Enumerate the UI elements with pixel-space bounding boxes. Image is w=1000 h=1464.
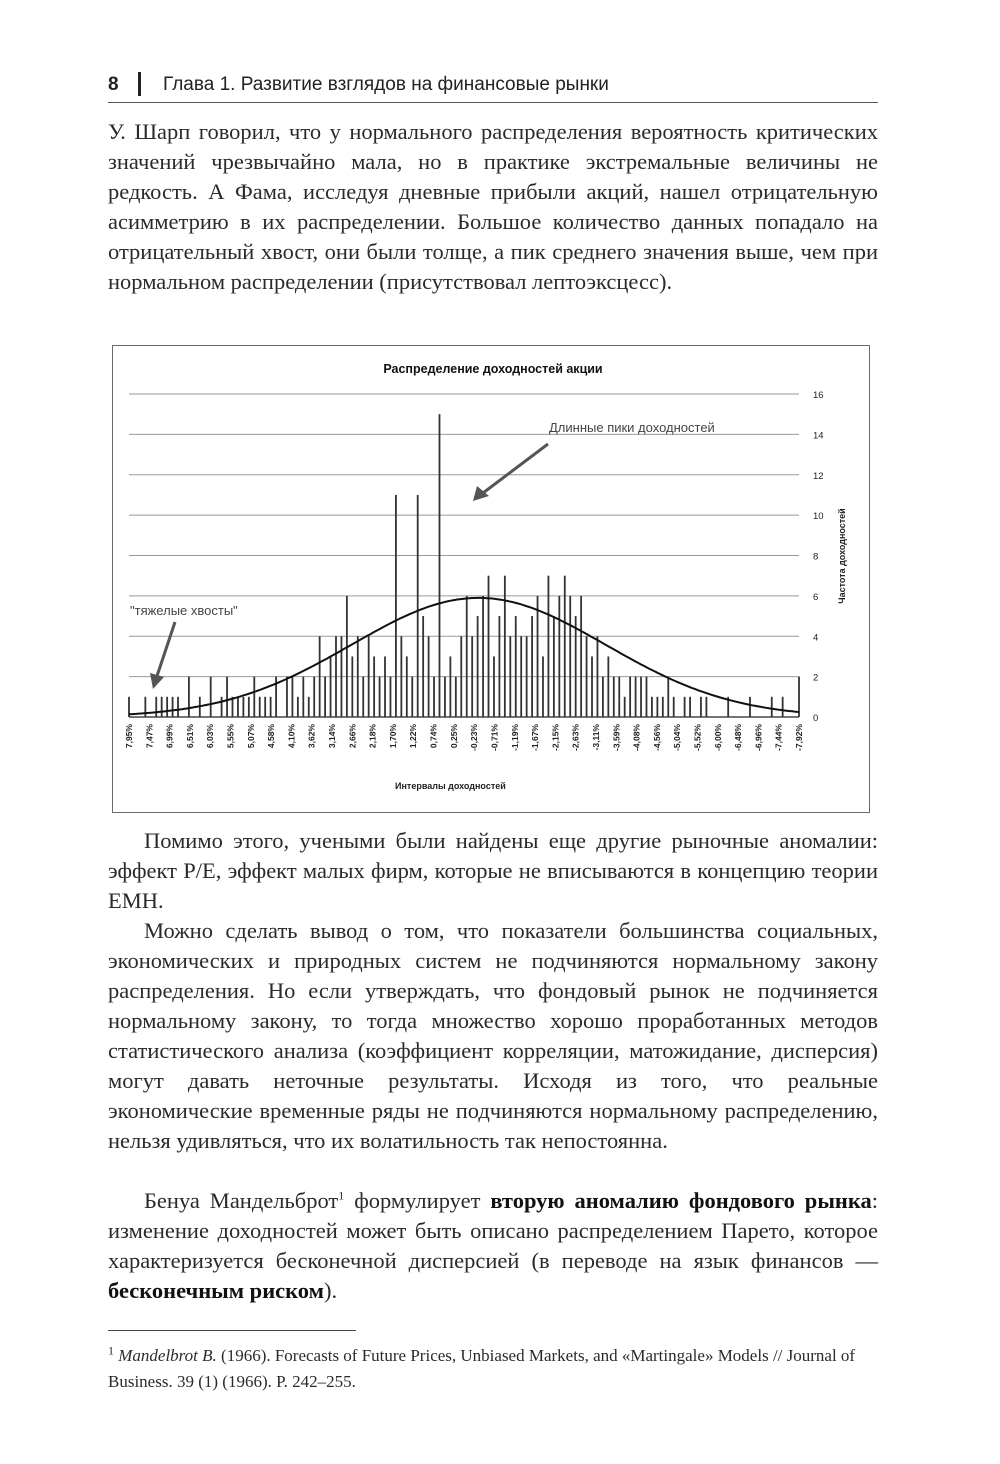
paragraph-4 <box>108 1186 878 1306</box>
bar <box>488 576 490 717</box>
bar <box>324 677 326 717</box>
x-axis-label: Интервалы доходностей <box>395 781 506 791</box>
paragraph-4-part-c: : изменение доходностей может быть описано распределением Парето, которое характеризуется бесконечной дисперсией (в переводе на язык финансов — <box>108 1188 878 1273</box>
y-axis-label: Частота доходностей <box>837 508 847 604</box>
bar <box>689 697 691 717</box>
x-tick-label: -6,00% <box>712 724 723 751</box>
x-tick-label: 1,22% <box>408 724 419 749</box>
bar <box>319 636 321 717</box>
bar <box>248 697 250 717</box>
bars <box>128 414 800 717</box>
bar <box>651 697 653 717</box>
bar <box>635 677 637 717</box>
bar <box>618 677 620 717</box>
bar <box>646 677 648 717</box>
bar <box>221 697 223 717</box>
x-tick-label: -4,08% <box>631 724 642 751</box>
paragraph-4-part-d: ). <box>323 1278 338 1303</box>
bar <box>406 656 408 717</box>
paragraph-1: У. Шарп говорил, что у нормального распределения вероятность критических значений чрезвычайно мала, но в практике экстремальные величины не редкость. А Фама, исследуя дневные прибыли акций, нашел отрицательную асимметрию в их распределении. Большое количество данных попадало на отрицательный хвост, они были толще, а пик среднего значения выше, чем при нормальном распределении (присутствовал лептоэксцесс). <box>108 119 878 294</box>
x-tick-label: -0,23% <box>469 724 480 751</box>
paragraph-4-part-a: Бенуа Мандельброт <box>144 1188 339 1213</box>
x-tick-label: -3,59% <box>611 724 622 751</box>
paragraph-4-bold-1: вторую аномалию фондового рынка <box>490 1188 872 1213</box>
bar <box>558 596 560 717</box>
y-tick-label: 16 <box>813 390 824 401</box>
bar <box>286 677 288 717</box>
bar <box>302 677 304 717</box>
bar <box>640 677 642 717</box>
x-tick-label: 4,58% <box>266 724 277 749</box>
x-tick-label: -1,19% <box>509 724 520 751</box>
bar <box>330 656 332 717</box>
bar <box>509 636 511 717</box>
x-tick-label: 1,70% <box>387 724 398 749</box>
bar <box>542 656 544 717</box>
bar <box>390 677 392 717</box>
bar <box>493 656 495 717</box>
x-tick-label: -0,71% <box>489 724 500 751</box>
bar <box>439 414 441 717</box>
bar <box>155 697 157 717</box>
x-tick-label: 3,14% <box>327 724 338 749</box>
bar <box>444 677 446 717</box>
bar <box>531 616 533 717</box>
x-tick-label: 4,10% <box>286 724 297 749</box>
bar <box>629 677 631 717</box>
page-number: 8 <box>108 74 119 95</box>
bar <box>379 677 381 717</box>
arrow-long-peaks-shaft <box>483 444 548 493</box>
bar <box>705 697 707 717</box>
bar <box>564 576 566 717</box>
bar <box>782 697 784 717</box>
chart-title: Распределение доходностей акции <box>383 362 603 376</box>
footnote-divider <box>108 1330 356 1331</box>
x-tick-label: 0,25% <box>448 724 459 749</box>
bar <box>297 697 299 717</box>
bar <box>172 697 174 717</box>
y-axis-ticks <box>813 390 824 724</box>
bar <box>477 616 479 717</box>
chart-svg <box>113 346 869 812</box>
bar <box>411 677 413 717</box>
x-tick-label: -7,92% <box>794 724 804 751</box>
bar <box>684 697 686 717</box>
bar <box>368 636 370 717</box>
annotation-long-peaks: Длинные пики доходностей <box>549 420 715 435</box>
bar <box>548 576 550 717</box>
paragraph-4-bold-2: бесконечным риском <box>108 1278 324 1303</box>
x-tick-label: -5,52% <box>692 724 703 751</box>
bar <box>602 677 604 717</box>
paragraph-4-part-b: формулирует <box>344 1188 491 1213</box>
bar <box>449 656 451 717</box>
bar <box>771 697 773 717</box>
bar <box>515 616 517 717</box>
bar <box>537 596 539 717</box>
bar <box>357 636 359 717</box>
bar <box>700 697 702 717</box>
returns-distribution-chart <box>112 345 870 813</box>
bar <box>264 697 266 717</box>
bar <box>607 656 609 717</box>
bar <box>400 636 402 717</box>
x-tick-label: 7,47% <box>144 724 155 749</box>
bar <box>270 697 272 717</box>
bar <box>351 656 353 717</box>
bar <box>428 636 430 717</box>
bar <box>526 636 528 717</box>
x-tick-label: 6,51% <box>184 724 195 749</box>
bar <box>673 697 675 717</box>
footnote-text: (1966). Forecasts of Future Prices, Unbiased Markets, and «Martingale» Models // Journal of Business. 39 (1) (1966). P. 242–255. <box>108 1346 856 1391</box>
bar <box>662 697 664 717</box>
paragraph-2: Помимо этого, учеными были найдены еще другие рыночные аномалии: эффект P/E, эффект малых фирм, которые не вписываются в концепцию теории EMH. <box>108 828 878 913</box>
bar <box>226 677 228 717</box>
bar <box>591 656 593 717</box>
footnote-ref[interactable]: 1 <box>338 1188 345 1203</box>
bar <box>253 677 255 717</box>
x-tick-label: -5,04% <box>672 724 683 751</box>
bar <box>667 677 669 717</box>
paragraph-3: Можно сделать вывод о том, что показатели большинства социальных, экономических и природных систем не подчиняются нормальному закону распределения. Но если утверждать, что фондовый рынок не подчиняется нормальному закону, то тогда множество хорошо проработанных методов статистического анализа (коэффициент корреляции, матожидание, дисперсия) могут давать неточные результаты. Исходя из того, что реальные экономические временные ряды не подчиняются нормальному распределению, нельзя удивляться, что их волатильность так непостоянна. <box>108 918 878 1153</box>
x-tick-label: 0,74% <box>428 724 439 749</box>
x-tick-label: -1,67% <box>530 724 541 751</box>
bar <box>575 616 577 717</box>
footnote <box>108 1343 878 1395</box>
bar <box>597 636 599 717</box>
bar <box>346 596 348 717</box>
x-tick-label: 6,99% <box>164 724 175 749</box>
bar <box>504 576 506 717</box>
arrow-heavy-tails-shaft <box>157 622 175 676</box>
x-tick-label: -4,56% <box>651 724 662 751</box>
bar <box>580 596 582 717</box>
x-tick-label: -2,63% <box>570 724 581 751</box>
x-tick-label: 3,62% <box>306 724 317 749</box>
arrow-long-peaks-head <box>473 486 489 501</box>
bar <box>656 697 658 717</box>
bar <box>520 636 522 717</box>
arrow-heavy-tails-head <box>150 673 164 689</box>
x-tick-label: -7,44% <box>773 724 784 751</box>
bar <box>395 495 397 717</box>
x-tick-label: -2,15% <box>550 724 561 751</box>
footnote-mark: 1 <box>108 1343 114 1358</box>
bar <box>161 697 163 717</box>
bar <box>433 677 435 717</box>
bar <box>460 636 462 717</box>
bar <box>499 616 501 717</box>
bar <box>341 636 343 717</box>
x-tick-label: -6,96% <box>753 724 764 751</box>
y-tick-label: 8 <box>813 551 819 563</box>
bar <box>471 636 473 717</box>
bar <box>308 697 310 717</box>
bar <box>210 677 212 717</box>
bar <box>292 677 294 717</box>
bar <box>586 636 588 717</box>
bar <box>553 616 555 717</box>
bar <box>373 656 375 717</box>
x-tick-label: 6,03% <box>205 724 216 749</box>
running-header <box>108 72 878 103</box>
annotation-heavy-tails: "тяжелые хвосты" <box>130 603 238 618</box>
x-tick-label: 5,07% <box>245 724 256 749</box>
y-tick-label: 6 <box>813 591 819 603</box>
bar <box>749 697 751 717</box>
bar <box>417 495 419 717</box>
bar <box>455 677 457 717</box>
y-tick-label: 12 <box>813 470 824 482</box>
x-tick-label: 2,18% <box>367 724 378 749</box>
bar <box>237 697 239 717</box>
bar <box>259 697 261 717</box>
bar <box>362 677 364 717</box>
footnote-author: Mandelbrot B. <box>118 1346 217 1365</box>
y-tick-label: 0 <box>813 713 819 724</box>
bar <box>384 656 386 717</box>
x-tick-label: 2,66% <box>347 724 358 749</box>
bar <box>482 596 484 717</box>
x-tick-label: -3,11% <box>590 724 601 751</box>
y-tick-label: 10 <box>813 511 824 523</box>
bar <box>166 697 168 717</box>
bar <box>613 677 615 717</box>
bar <box>335 636 337 717</box>
x-tick-label: 7,95% <box>124 724 134 749</box>
header-separator <box>138 72 141 96</box>
bar <box>466 596 468 717</box>
y-tick-label: 2 <box>813 672 819 684</box>
chapter-title: Глава 1. Развитие взглядов на финансовые рынки <box>163 74 609 95</box>
bar <box>569 596 571 717</box>
bar <box>624 697 626 717</box>
bar <box>188 677 190 717</box>
gridlines <box>129 394 799 717</box>
bar <box>313 677 315 717</box>
bar <box>242 697 244 717</box>
x-tick-label: -6,48% <box>733 724 744 751</box>
y-tick-label: 14 <box>813 430 824 442</box>
y-tick-label: 4 <box>813 632 819 644</box>
bar <box>177 697 179 717</box>
bar <box>422 616 424 717</box>
x-axis-ticks <box>124 724 804 751</box>
x-tick-label: 5,55% <box>225 724 236 749</box>
